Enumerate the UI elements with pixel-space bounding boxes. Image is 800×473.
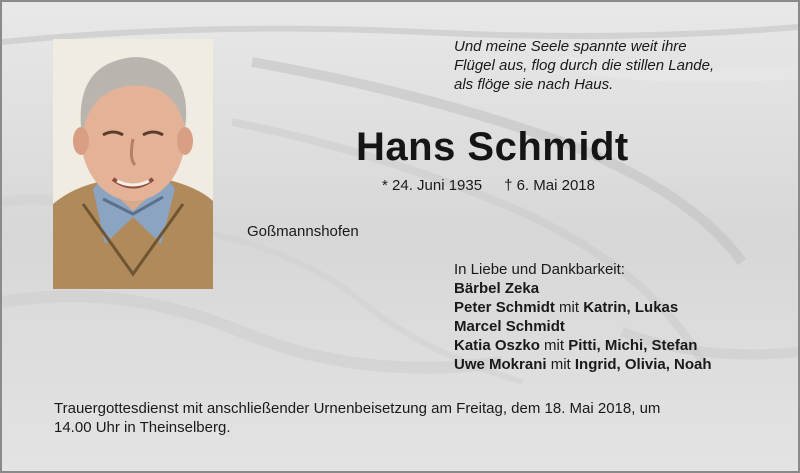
mourner-name: Marcel Schmidt [454, 318, 565, 335]
verse-line: Und meine Seele spannte weit ihre [454, 38, 687, 55]
mourner-family: Katrin, Lukas [583, 299, 679, 316]
mourners-list [454, 260, 712, 374]
mourner-name: Peter Schmidt [454, 299, 555, 316]
mourner-name: Katia Oszko [454, 337, 540, 354]
verse-quote [454, 37, 714, 94]
mourner-row [454, 336, 712, 355]
service-line: Trauergottesdienst mit anschließender Urnenbeisetzung am Freitag, dem 18. Mai 2018, um [54, 400, 661, 417]
mourner-row [454, 279, 712, 298]
mourner-name: Uwe Mokrani [454, 356, 547, 373]
verse-line: Flügel aus, flog durch die stillen Lande, [454, 57, 715, 74]
birth-date: * 24. Juni 1935 [382, 177, 483, 194]
mourner-family: Pitti, Michi, Stefan [568, 337, 698, 354]
mourner-connector: mit [559, 299, 580, 316]
verse-line: als flöge sie nach Haus. [454, 76, 614, 93]
mourner-row [454, 355, 712, 374]
mourner-row [454, 298, 712, 317]
death-date: † 6. Mai 2018 [504, 177, 595, 194]
mourner-connector: mit [544, 337, 565, 354]
portrait-illustration [53, 39, 213, 289]
mourners-intro: In Liebe und Dankbarkeit: [454, 261, 625, 278]
mourner-family: Ingrid, Olivia, Noah [574, 356, 712, 373]
service-line: 14.00 Uhr in Theinselberg. [54, 419, 231, 436]
mourner-name: Bärbel Zeka [454, 280, 540, 297]
deceased-name: Hans Schmidt [356, 125, 629, 169]
life-dates [382, 177, 595, 194]
mourner-connector: mit [550, 356, 571, 373]
portrait-photo [53, 39, 213, 289]
funeral-service-info [54, 399, 754, 437]
mourner-row [454, 317, 712, 336]
place-of-residence: Goßmannshofen [247, 223, 359, 240]
